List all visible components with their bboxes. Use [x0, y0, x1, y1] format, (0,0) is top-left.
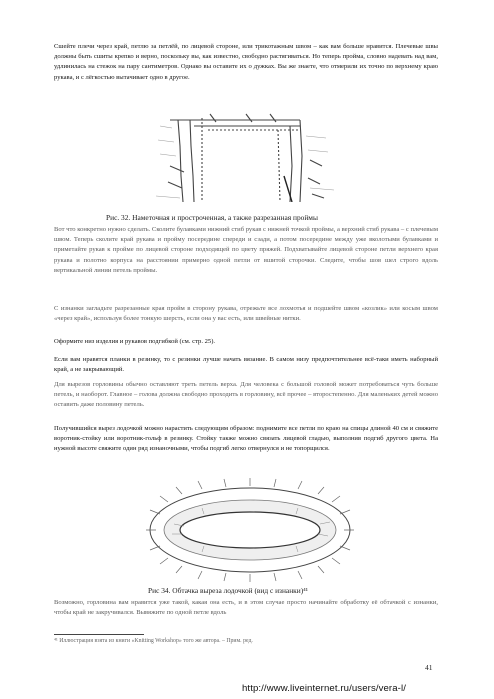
paragraph-facing: Возможно, горловина вам нравится уже такой, какая она есть, и в этом случае просто начинайте обработку её обтачкой с изнанки, чтобы край не закручивался. Вывяжите по одной петле вдоль [54, 599, 438, 617]
paragraph-cut-edges: С изнанки загладьте разрезанные края пройм в сторону рукава, отрежьте все лохмотья и подшейте швом «козлик» или косым швом «через край», используя более тонкую шерсть, если она у вас есть, или швейные нитки. [54, 305, 438, 323]
paragraph-neckline: Для вырезов горловины обычно оставляют треть петель верха. Для человека с большой головой может потребоваться чуть больше петель, и наоборот. Главное – голова должна свободно проходить в горловину, всё прочее – второстепенно. Для маленьких детей можно оставить даже половину петель. [54, 381, 438, 409]
figure-34-boatneck-illustration [142, 478, 358, 582]
paragraph-pinning-sleeve: Вот что конкретно нужно сделать. Сколите булавками нижний стиб рукав с нижней точкой проймы, а верхний стиб рукава – с плечевым швом. Теперь сколите край рукава и пройму посередине спереди и сзади, а потом посередине между уже вколотыми булавками и приметайте рукав к пройме по лицевой стороне подходящей по цвету пряжей. Подхватывайте лицевой стороне петли верхнего края рукава и полотно корпуса на расстоянии примерно одной петли от вшитой сторочки. Следите, чтобы шов шел строго вдоль вертикальной линии петель проймы. [54, 226, 438, 274]
figure-32-seam-illustration [150, 106, 340, 202]
figure-34-caption: Рис 34. Обтачка выреза лодочкой (вид с изнанки)⁴¹ [148, 586, 308, 595]
footnote-divider [54, 634, 144, 635]
figure-32-caption: Рис. 32. Наметочная и простроченная, а также разрезанная проймы [106, 213, 318, 222]
watermark-url: http://www.liveinternet.ru/users/vera-l/ [242, 683, 406, 694]
footnote: ⁴¹ Иллюстрация взята из книги «Knitting Workshop» того же автора. – Прим. ред. [54, 638, 253, 644]
paragraph-boat-neck: Получившийся вырез лодочкой можно нарастить следующим образом: поднимите все петли по краю на спицы длиной 40 см и свяжите воротник-стойку или воротник-гольф в резинку. Стойку также можно связать лицевой гладью, выполнив подгиб другого цвета. На нужной высоте свяжите один ряд изнаночными, чтобы подгиб легко отвернулся и не топорщился. [54, 425, 438, 453]
page-number: 41 [425, 663, 433, 672]
paragraph-ribbing: Если вам нравятся планки в резинку, то с резинки лучше начать вязание. В самом низу предпочтительнее всё-таки иметь наборный край, а не закрывающий. [54, 356, 438, 374]
paragraph-hem: Оформите низ изделия и рукавов подгибкой (см. стр. 25). [54, 338, 216, 345]
paragraph-shoulder-seams: Сшейте плечи через край, петлю за петлёй, по лицевой стороне, или трикотажным швом – как вам больше нравится. Плечевые швы должны быть сшиты крепко и верно, поскольку вы, как известно, свободно растягиваться. Но теперь пройма, словно надевать над вам, удлинилась на стежок на пару сантиметров. Однако вы оставите их о дужках. Вы же знаете, что отмерили их точно по верхнему краю рукава, и с лёгкостью вытачивает одно в другое. [54, 43, 438, 81]
